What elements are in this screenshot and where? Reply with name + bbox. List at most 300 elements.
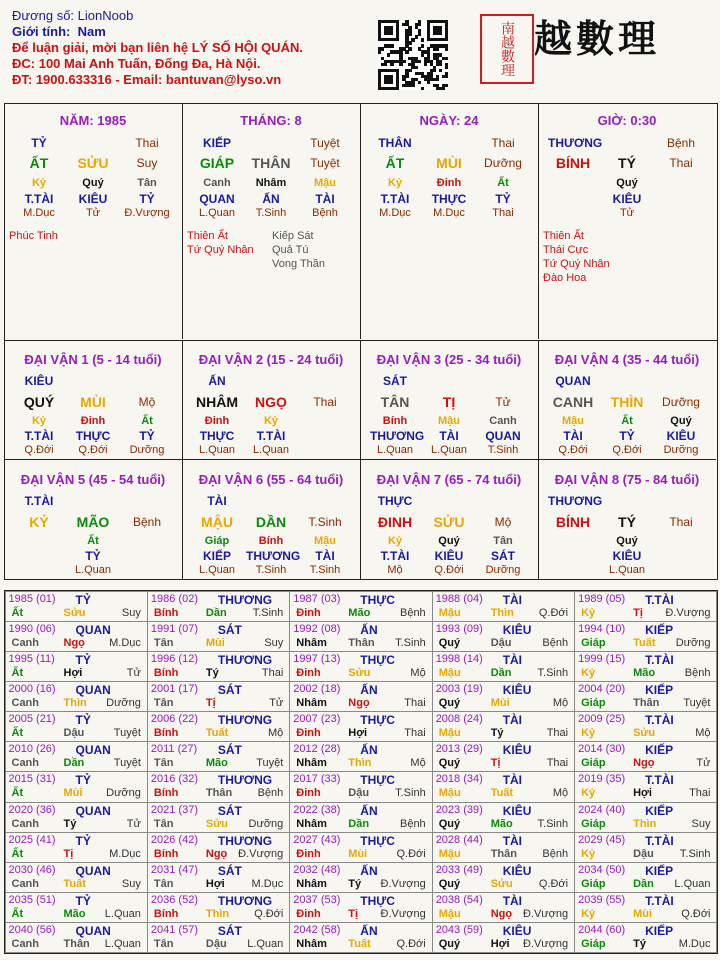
year-state: Mộ xyxy=(695,727,711,740)
year-god: TỶ xyxy=(75,713,91,728)
year-state: Bệnh xyxy=(399,606,426,619)
year-chi: Thân xyxy=(348,636,375,649)
year-label: 2010 (26) xyxy=(8,743,56,756)
hidden-state: Q.Đới xyxy=(558,444,588,456)
year-cell xyxy=(147,832,290,863)
year-state: Mộ xyxy=(410,666,426,679)
year-state: Suy xyxy=(691,817,711,830)
pillar-god-state: Thai xyxy=(135,136,159,150)
year-can: Nhâm xyxy=(296,696,327,709)
year-state: Tuyệt xyxy=(256,757,284,770)
star-item: Đào Hoa xyxy=(543,272,587,284)
star-item: Quả Tú xyxy=(272,244,309,256)
year-god: TÀI xyxy=(502,592,523,607)
hidden-stem: Quý xyxy=(616,535,638,547)
year-label: 2017 (33) xyxy=(293,773,341,786)
seal-stamp-icon: 南越數理 xyxy=(480,14,534,84)
year-state: L.Quan xyxy=(104,908,141,921)
pillar-chi-state: Suy xyxy=(136,156,158,170)
year-label: 2000 (16) xyxy=(8,682,56,695)
year-chi: Dậu xyxy=(205,938,227,951)
dai-van-can: QUÝ xyxy=(23,394,55,410)
hidden-state: L.Quan xyxy=(430,444,468,456)
year-state: T.Sinh xyxy=(537,817,569,830)
dai-van-state: Thai xyxy=(313,395,337,409)
star-item: Kiếp Sát xyxy=(272,230,314,242)
year-chi: Tị xyxy=(490,757,501,770)
year-god: KIẾP xyxy=(645,682,674,697)
year-can: Giáp xyxy=(581,757,606,770)
year-label: 2015 (31) xyxy=(8,773,56,786)
year-label: 1988 (04) xyxy=(435,592,483,605)
year-god: THƯƠNG xyxy=(217,773,273,788)
year-can: Đinh xyxy=(296,666,321,679)
year-chi: Tị xyxy=(205,696,216,709)
year-can: Kỷ xyxy=(581,787,596,800)
pillar-can: ẤT xyxy=(385,155,405,171)
hidden-stem: Quý xyxy=(82,177,104,189)
hidden-state: Tử xyxy=(619,207,635,219)
year-god: QUAN xyxy=(75,863,111,878)
year-can: Đinh xyxy=(296,727,321,740)
year-cell xyxy=(5,862,148,893)
year-state: M.Dục xyxy=(109,636,141,649)
dai-van-can: NHÂM xyxy=(196,394,238,410)
year-state: Tử xyxy=(269,696,284,709)
gender-label: Giới tính: xyxy=(12,24,71,39)
year-state: Q.Đới xyxy=(538,606,569,619)
year-can: Mậu xyxy=(438,847,461,860)
hidden-god: THƯƠNG xyxy=(370,429,425,443)
year-cell xyxy=(147,922,290,953)
hidden-god: T.TÀI xyxy=(380,549,410,563)
year-state: Bệnh xyxy=(542,636,569,649)
hidden-state: T.Sinh xyxy=(255,564,287,576)
dai-van-can: MẬU xyxy=(201,514,233,530)
pillar-column xyxy=(538,103,716,339)
year-can: Tân xyxy=(153,757,174,770)
year-can: Tân xyxy=(153,696,174,709)
hidden-god: T.TÀI xyxy=(380,192,410,206)
year-label: 2020 (36) xyxy=(8,803,56,816)
hidden-god: QUAN xyxy=(199,192,235,206)
year-god: TỶ xyxy=(75,773,91,788)
hidden-state: T.Sinh xyxy=(255,207,287,219)
year-label: 2003 (19) xyxy=(435,682,483,695)
year-cell xyxy=(5,591,148,622)
year-god: THƯƠNG xyxy=(217,652,273,667)
year-label: 2034 (50) xyxy=(578,863,626,876)
year-chi: Thìn xyxy=(633,817,657,830)
hidden-state: L.Quan xyxy=(376,444,414,456)
year-label: 2006 (22) xyxy=(150,713,198,726)
dai-van-title: ĐẠI VẬN 3 (25 - 34 tuổi) xyxy=(376,352,522,367)
year-cell xyxy=(147,681,290,712)
year-cell xyxy=(289,771,432,802)
year-chi: Sửu xyxy=(490,877,513,890)
year-state: Thai xyxy=(689,787,711,800)
year-label: 2031 (47) xyxy=(150,863,198,876)
hidden-state: Q.Đới xyxy=(612,444,642,456)
year-chi: Thìn xyxy=(205,908,230,921)
year-label: 2021 (37) xyxy=(150,803,198,816)
year-cell xyxy=(147,591,290,622)
year-can: Kỷ xyxy=(581,908,596,921)
hidden-stem: Bính xyxy=(382,415,408,427)
year-god: ẤN xyxy=(360,743,378,758)
annual-grid xyxy=(4,590,718,954)
hidden-state: Mộ xyxy=(387,564,403,576)
year-label: 2040 (56) xyxy=(8,924,56,937)
year-chi: Thìn xyxy=(63,696,87,709)
year-cell xyxy=(574,711,717,742)
year-god: ẤN xyxy=(360,803,378,818)
year-cell xyxy=(147,711,290,742)
year-cell xyxy=(574,681,717,712)
year-label: 2036 (52) xyxy=(150,894,198,907)
dai-van-god: THƯƠNG xyxy=(548,494,603,508)
year-label: 2001 (17) xyxy=(150,682,198,695)
year-state: M.Dục xyxy=(251,877,284,890)
year-cell xyxy=(5,681,148,712)
year-god: KIÊU xyxy=(502,622,532,637)
hidden-stem: Quý xyxy=(616,177,638,189)
stars-left xyxy=(9,229,58,243)
year-label: 2044 (60) xyxy=(578,924,626,937)
year-state: Bệnh xyxy=(257,787,284,800)
year-can: Nhâm xyxy=(296,938,327,951)
year-chi: Tuất xyxy=(205,727,229,740)
year-can: Nhâm xyxy=(296,817,327,830)
year-chi: Sửu xyxy=(63,606,86,619)
hidden-state: Tử xyxy=(85,207,101,219)
hidden-god: TÀI xyxy=(439,429,459,443)
year-label: 1994 (10) xyxy=(578,622,626,635)
star-item: Tứ Quý Nhân xyxy=(543,258,610,270)
year-cell xyxy=(5,771,148,802)
year-god: KIẾP xyxy=(645,803,674,818)
year-label: 1987 (03) xyxy=(293,592,341,605)
year-god: THƯƠNG xyxy=(217,894,273,909)
year-label: 1999 (15) xyxy=(578,652,626,665)
address-line: ĐC: 100 Mai Anh Tuấn, Đống Đa, Hà Nội. xyxy=(12,56,261,71)
hidden-state: Đ.Vượng xyxy=(124,207,170,219)
year-chi: Dần xyxy=(205,606,227,619)
year-can: Ất xyxy=(11,847,24,860)
year-state: T.Sinh xyxy=(395,636,426,649)
year-chi: Tuất xyxy=(490,787,514,800)
year-cell xyxy=(574,771,717,802)
hidden-god: THỰC xyxy=(431,192,467,206)
year-label: 2016 (32) xyxy=(150,773,198,786)
year-chi: Tý xyxy=(348,877,362,890)
year-can: Ất xyxy=(11,606,24,619)
hidden-god: TÀI xyxy=(563,429,583,443)
dai-van-title: ĐẠI VẬN 4 (35 - 44 tuổi) xyxy=(554,352,700,367)
year-chi: Tị xyxy=(633,606,643,619)
year-can: Canh xyxy=(11,757,39,770)
year-can: Quý xyxy=(438,938,461,951)
year-cell xyxy=(5,711,148,742)
year-label: 2009 (25) xyxy=(578,713,626,726)
pillar-column xyxy=(360,103,539,339)
year-chi: Thìn xyxy=(348,757,372,770)
hidden-stem: Kỷ xyxy=(31,415,47,427)
year-god: KIÊU xyxy=(502,924,532,939)
year-state: Dưỡng xyxy=(675,636,711,649)
year-cell xyxy=(574,922,717,953)
hidden-stem: Giáp xyxy=(204,535,230,547)
dai-van-state: Thai xyxy=(669,515,693,529)
year-chi: Ngọ xyxy=(348,696,370,709)
year-god: TỶ xyxy=(75,592,91,607)
year-can: Mậu xyxy=(438,908,461,921)
year-chi: Tý xyxy=(205,666,219,679)
year-label: 1993 (09) xyxy=(435,622,483,635)
year-cell xyxy=(289,832,432,863)
hidden-state: L.Quan xyxy=(252,444,290,456)
year-label: 2019 (35) xyxy=(578,773,626,786)
year-label: 1995 (11) xyxy=(8,652,55,665)
pillar-can: GIÁP xyxy=(199,155,235,171)
year-can: Quý xyxy=(438,757,461,770)
dai-van-block xyxy=(538,459,716,579)
year-cell xyxy=(574,892,717,923)
year-god: T.TÀI xyxy=(645,713,674,728)
year-can: Đinh xyxy=(296,787,321,800)
stars-right xyxy=(272,229,325,271)
hidden-state: Q.Đới xyxy=(24,444,54,456)
year-cell xyxy=(432,771,575,802)
year-label: 1998 (14) xyxy=(435,652,483,665)
year-cell xyxy=(574,802,717,833)
year-god: SÁT xyxy=(217,863,242,878)
year-chi: Ngọ xyxy=(63,636,85,649)
year-can: Canh xyxy=(11,636,39,649)
dai-van-chi: THÌN xyxy=(610,394,644,410)
year-label: 1985 (01) xyxy=(8,592,56,605)
year-can: Canh xyxy=(11,938,39,951)
year-cell xyxy=(574,741,717,772)
year-can: Nhâm xyxy=(296,636,327,649)
gender-value: Nam xyxy=(77,24,106,39)
hidden-god: TỶ xyxy=(85,549,101,563)
hidden-state: T.Sinh xyxy=(309,564,341,576)
pillar-chi-state: Tuyệt xyxy=(310,156,340,170)
hidden-stem: Tân xyxy=(137,177,157,189)
year-god: KIẾP xyxy=(645,863,674,878)
year-cell xyxy=(432,832,575,863)
year-label: 2013 (29) xyxy=(435,743,483,756)
hidden-god: T.TÀI xyxy=(256,429,286,443)
year-state: Dưỡng xyxy=(248,817,284,830)
dai-van-god: QUAN xyxy=(555,374,591,388)
year-god: THỰC xyxy=(360,894,395,909)
year-chi: Hợi xyxy=(348,727,368,740)
year-chi: Tị xyxy=(348,908,359,921)
hidden-state: Q.Đới xyxy=(434,564,464,576)
year-cell xyxy=(574,621,717,652)
year-state: Q.Đới xyxy=(254,908,284,921)
year-label: 2028 (44) xyxy=(435,833,483,846)
year-god: ẤN xyxy=(360,622,378,637)
year-state: Đ.Vượng xyxy=(665,606,711,619)
hidden-state: Thai xyxy=(492,207,514,219)
year-label: 2005 (21) xyxy=(8,713,56,726)
logo: 越數理 xyxy=(534,16,661,61)
year-cell xyxy=(289,651,432,682)
year-chi: Thân xyxy=(490,847,517,860)
pillar-chi-state: Thai xyxy=(669,156,693,170)
dai-van-can: KỶ xyxy=(29,514,49,530)
pillar-column xyxy=(182,103,361,339)
year-god: QUAN xyxy=(75,622,111,637)
hidden-stem: Tân xyxy=(493,535,513,547)
year-label: 2038 (54) xyxy=(435,894,483,907)
hidden-god: QUAN xyxy=(485,429,521,443)
qr-code-icon xyxy=(378,20,448,90)
year-can: Canh xyxy=(11,877,39,890)
year-cell xyxy=(5,922,148,953)
year-god: ẤN xyxy=(360,682,378,697)
year-chi: Thân xyxy=(633,696,660,709)
year-label: 2039 (55) xyxy=(578,894,626,907)
year-can: Quý xyxy=(438,696,461,709)
year-chi: Sửu xyxy=(205,817,228,830)
hidden-stem: Kỷ xyxy=(387,535,403,547)
year-chi: Hợi xyxy=(633,787,652,800)
year-can: Nhâm xyxy=(296,877,327,890)
year-label: 2007 (23) xyxy=(293,713,341,726)
year-god: T.TÀI xyxy=(645,833,674,848)
year-state: Đ.Vượng xyxy=(522,938,569,951)
year-cell xyxy=(432,741,575,772)
dai-van-title: ĐẠI VẬN 5 (45 - 54 tuổi) xyxy=(20,472,166,487)
dai-van-god: SÁT xyxy=(383,374,407,388)
year-god: TỶ xyxy=(75,894,91,909)
dai-van-title: ĐẠI VẬN 2 (15 - 24 tuổi) xyxy=(198,352,344,367)
dai-van-state: Mộ xyxy=(138,395,156,409)
dai-van-state: Tử xyxy=(495,395,511,409)
year-chi: Dần xyxy=(490,666,512,679)
year-state: Suy xyxy=(264,636,284,649)
dai-van-god: TÀI xyxy=(207,494,227,508)
dai-van-god: KIÊU xyxy=(24,374,54,388)
year-cell xyxy=(289,681,432,712)
year-label: 2042 (58) xyxy=(293,924,341,937)
hidden-state: L.Quan xyxy=(608,564,646,576)
year-state: Đ.Vượng xyxy=(380,908,426,921)
dai-van-chi: SỬU xyxy=(433,514,465,530)
year-chi: Mão xyxy=(348,606,371,619)
year-god: TÀI xyxy=(502,713,523,728)
year-can: Ất xyxy=(11,908,24,921)
year-state: Q.Đới xyxy=(538,877,569,890)
hidden-god: THỰC xyxy=(199,429,235,443)
dai-van-title: ĐẠI VẬN 1 (5 - 14 tuổi) xyxy=(24,352,162,367)
year-can: Bính xyxy=(153,787,179,800)
pillar-can: BÍNH xyxy=(555,155,591,171)
hidden-god: ẤN xyxy=(262,192,280,206)
phone-email-line: ĐT: 1900.633316 - Email: bantuvan@lyso.vn xyxy=(12,72,282,87)
year-god: SÁT xyxy=(217,743,242,758)
year-cell xyxy=(432,681,575,712)
year-can: Tân xyxy=(153,938,174,951)
hidden-god: T.TÀI xyxy=(24,429,54,443)
year-chi: Thân xyxy=(63,938,90,951)
owner-label: Đương số: xyxy=(12,8,75,23)
year-state: Bệnh xyxy=(399,817,426,830)
year-state: Bệnh xyxy=(542,847,569,860)
hidden-stem: Quý xyxy=(438,535,460,547)
dai-van-state: Bệnh xyxy=(132,515,162,529)
year-label: 1990 (06) xyxy=(8,622,56,635)
hidden-stem: Kỷ xyxy=(263,415,279,427)
year-cell xyxy=(432,711,575,742)
year-god: TỶ xyxy=(75,652,91,667)
year-god: KIẾP xyxy=(645,622,674,637)
year-cell xyxy=(574,651,717,682)
year-cell xyxy=(289,922,432,953)
year-can: Giáp xyxy=(581,877,606,890)
hidden-god: TỶ xyxy=(139,192,155,206)
year-chi: Ngọ xyxy=(633,757,655,770)
year-label: 2030 (46) xyxy=(8,863,56,876)
pillar-god-state: Thai xyxy=(491,136,515,150)
year-chi: Hợi xyxy=(63,666,83,679)
hidden-stem: Quý xyxy=(670,415,692,427)
year-can: Bính xyxy=(153,606,179,619)
year-god: QUAN xyxy=(75,682,111,697)
hidden-god: KIÊU xyxy=(612,192,642,206)
year-chi: Tuất xyxy=(348,938,371,951)
hidden-state: L.Quan xyxy=(74,564,112,576)
dai-van-god: T.TÀI xyxy=(24,494,54,508)
star-item: Thiên Ất xyxy=(187,230,228,242)
year-cell xyxy=(289,741,432,772)
year-cell xyxy=(432,922,575,953)
pillar-god: THÂN xyxy=(378,136,412,150)
hidden-stem: Kỷ xyxy=(387,177,403,189)
year-state: Mộ xyxy=(410,757,426,770)
year-can: Giáp xyxy=(581,817,606,830)
year-state: M.Dục xyxy=(109,847,141,860)
hidden-state: L.Quan xyxy=(198,207,236,219)
year-state: T.Sinh xyxy=(395,787,426,800)
year-chi: Tý xyxy=(490,727,504,740)
year-god: SÁT xyxy=(217,803,242,818)
year-can: Ất xyxy=(11,787,24,800)
stars-left xyxy=(187,229,254,257)
year-label: 2023 (39) xyxy=(435,803,483,816)
star-item: Thiên Ất xyxy=(543,230,584,242)
year-cell xyxy=(574,862,717,893)
year-state: Tử xyxy=(126,666,141,679)
year-god: THỰC xyxy=(360,713,395,728)
year-chi: Dậu xyxy=(490,636,512,649)
year-chi: Tuất xyxy=(633,636,656,649)
year-chi: Mùi xyxy=(205,636,225,649)
dai-van-can: TÂN xyxy=(380,394,410,410)
year-cell xyxy=(5,802,148,833)
year-chi: Sửu xyxy=(348,666,371,679)
dai-van-block xyxy=(4,459,183,579)
year-state: Tử xyxy=(126,817,141,830)
year-chi: Hợi xyxy=(205,877,225,890)
year-label: 2041 (57) xyxy=(150,924,198,937)
year-cell xyxy=(5,651,148,682)
year-chi: Mão xyxy=(63,908,86,921)
